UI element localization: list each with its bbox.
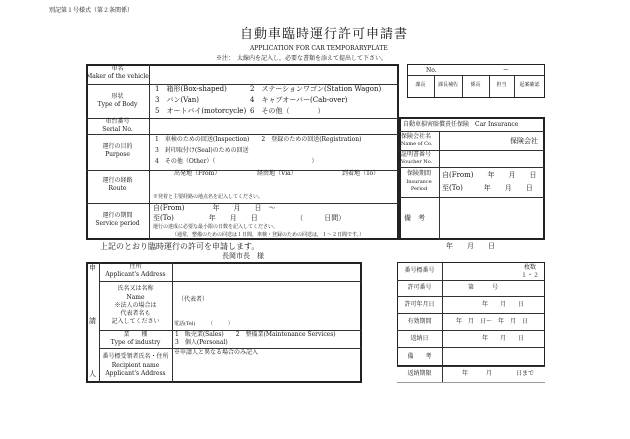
office-number-label: No. [426,67,437,74]
return-date-value[interactable]: 年 月 日 [482,335,525,342]
return-date-label: 返納日 [410,335,429,342]
insurance-period-label-en: Insurance [406,179,432,185]
period-to-field[interactable]: 至(To) 年 月 日 （ 日間） [153,214,346,222]
representative-label: （代表者） [178,296,209,303]
insurance-from-field[interactable]: 自(From) 年 月 日 [442,171,537,179]
addressee: 長岡市長 様 [222,252,264,260]
recipient-label-en: Recipient name [111,362,160,369]
row-divider [397,313,545,314]
office-col: 課長補佐 [437,82,458,88]
recipient-label-en: Applicant's Address [105,370,166,377]
return-deadline-value[interactable]: 年 月 日まで [462,370,535,377]
row-divider [86,134,399,135]
recipient-note: ※申請人と異なる場合のみ記入 [174,349,259,356]
serial-number-label: 車台番号 [105,118,130,125]
form-reference: 別記第１号様式（第２条関係） [49,7,134,14]
office-col: 課長 [415,82,426,88]
voucher-number-label: 証明書番号 [401,151,432,158]
body-type-option[interactable]: 2 ステーションワゴン(Station Wagon) [250,85,382,93]
application-date[interactable]: 年 月 日 [446,242,495,250]
body-type-option[interactable]: 1 箱形(Box-shaped) [155,85,227,93]
address-label-en: Applicant's Address [105,271,166,278]
route-note: ※発着と主要経路の地点名を記入してください。 [153,194,264,200]
applicant-name-note: ※法人の場合は [114,302,157,309]
row-divider [399,131,545,132]
vehicle-name-label: 車名 [111,65,124,72]
voucher-number-label-en: Voucher No. [401,159,433,165]
purpose-option[interactable]: 3 封印取付け(Seal)のための回送 [155,147,249,154]
deadline-underline [397,382,545,383]
row-divider [397,330,545,331]
applicant-side-label: 人 [89,370,96,378]
address-label: 住所 [129,263,142,270]
page-subtitle: APPLICATION FOR CAR TEMPORARYPLATE [250,45,388,52]
route-field[interactable] [152,179,395,193]
office-col: 係長 [470,82,481,88]
route-label: 運行の経路 [102,177,133,184]
service-period-label: 運行の期間 [102,212,133,219]
plate-count-label: 枚数 １・２ [521,264,540,279]
address-field[interactable] [175,264,358,279]
applicant-side-label: 請 [89,317,96,325]
label-column-divider [149,64,150,240]
row-divider [399,197,545,198]
row-divider [397,347,545,348]
purpose-label: 運行の目的 [102,143,133,150]
row-divider [397,296,545,297]
route-via-header: 経由地（Via） [257,170,297,177]
insurer-name-label: 保険会社名 [401,133,432,140]
page-title: 自動車臨時運行許可申請書 [240,27,409,42]
plate-number-label: 番号標番号 [404,267,435,274]
insurance-period-label: 保険期間 [406,170,431,177]
purpose-label-en: Purpose [105,151,130,158]
industry-option[interactable]: 3 個人(Personal) [175,339,228,346]
label-column-divider [439,131,440,240]
body-type-label: 形状 [111,93,124,100]
insurer-name-value[interactable]: 保険会社 [510,137,538,145]
permit-number-value[interactable]: 第 号 [468,284,499,291]
permit-number-label: 許可番号 [407,284,432,291]
validity-period-value[interactable]: 年 月 日～ 年 月 日 [456,318,529,325]
permit-date-label: 許可年月日 [404,301,435,308]
return-deadline-label: 返納期限 [407,370,432,377]
period-note: 運行の達成に必要な最小限の日数を記入してください。 [153,224,279,230]
body-type-option[interactable]: 4 キャブオーバー(Cab-over) [250,96,348,104]
permit-remarks-label: 備 考 [407,353,432,360]
purpose-option[interactable]: 1 車検のための回送(Inspection) 2 登録のための回送(Registration) [155,136,362,143]
serial-number-field[interactable] [152,120,395,133]
office-number-value: ー [503,67,510,74]
recipient-field[interactable] [175,359,358,379]
insurance-to-field[interactable]: 至(To) 年 月 日 [442,184,533,192]
declaration-text: 上記のとおり臨時運行の許可を申請します。 [100,242,260,251]
row-divider [397,280,545,281]
industry-label: 業 種 [123,331,148,338]
validity-period-label: 有効期間 [407,318,432,325]
row-divider [399,167,545,168]
applicant-side-label: 申 [89,264,96,272]
service-period-label-en: Service period [95,220,140,227]
insurer-name-label-en: Name of Co. [401,141,433,147]
insurance-period-label-en: Period [410,186,428,192]
route-to-header: 到着地（To） [342,170,380,177]
insurance-remarks-label: 備 考 [404,214,425,222]
vehicle-name-field[interactable] [152,66,395,82]
vehicle-name-label-en: Maker of the vehicle [86,73,149,80]
instruction-note: ※注： 太線内を記入し，必要な書類を添えて提出して下さい。 [216,55,388,62]
body-type-label-en: Type of Body [97,101,138,108]
industry-label-en: Type of industry [110,339,161,346]
period-note-typical: （通常，整備のための回送は１日間，車検・登録のための回送は，１～２日間です。） [172,232,365,238]
route-label-en: Route [108,185,127,192]
row-divider [407,75,545,76]
telephone-field[interactable]: 電話(Tel) （ ） [174,321,233,327]
serial-number-label-en: Serial No. [102,126,133,133]
period-from-field[interactable]: 自(From) 年 月 日 ～ [153,204,276,212]
route-from-header: 出発地（From） [174,170,221,177]
applicant-name-field[interactable] [175,284,358,318]
office-col: 担当 [496,82,507,88]
body-type-option[interactable]: 6 その他（ ） [250,107,325,115]
office-col: 起案確認 [519,82,540,88]
insurance-header: 自動車損害賠償責任保険 Car Insurance [403,121,519,128]
applicant-name-note: 記入してください [111,318,160,325]
applicant-name-label: 氏名又は名称 [117,285,154,292]
body-type-option[interactable]: 5 オートバイ(motorcycle) [155,107,247,115]
applicant-name-note: 代表者名も [120,310,151,317]
industry-option[interactable]: 1 販売業(Sales) 2 整備業(Maintenance Services) [175,331,336,338]
recipient-label: 番号標受領者氏名・住所 [102,353,169,360]
applicant-name-label-en: Name [126,294,145,301]
body-type-option[interactable]: 3 バン(Van) [155,96,200,104]
purpose-option[interactable]: 4 その他（Other）（ ） [155,158,318,165]
permit-date-value[interactable]: 年 月 日 [482,301,525,308]
row-divider [397,366,545,367]
row-divider [99,281,362,282]
